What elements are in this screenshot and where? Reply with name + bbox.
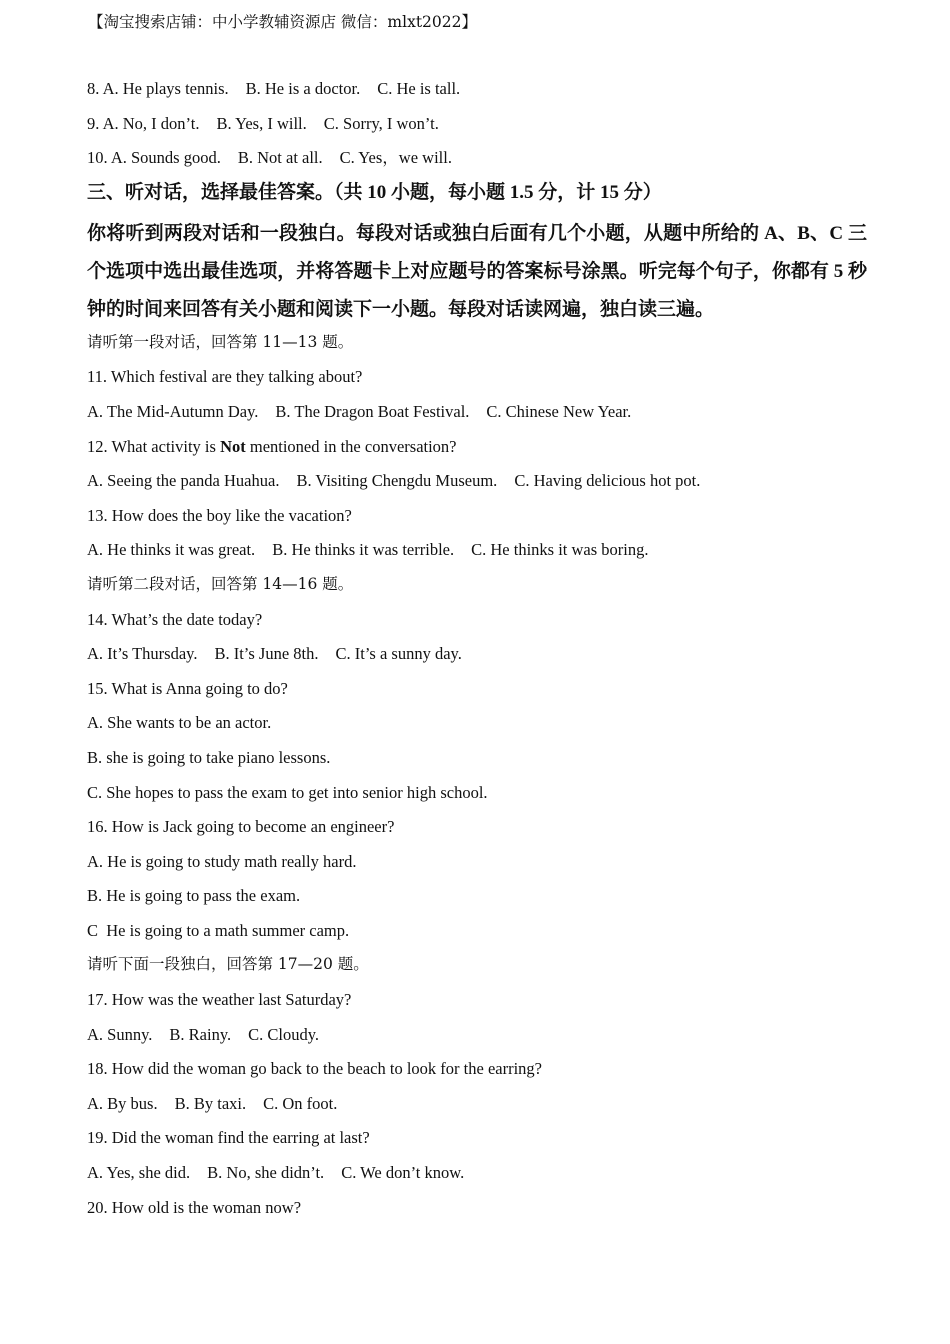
option-a: A. By bus.	[87, 1093, 158, 1113]
option-b: B. Not at all.	[237, 148, 323, 168]
option-b: B. He thinks it was terrible.	[272, 540, 455, 560]
option-a: 8. A. He plays tennis.	[87, 79, 229, 98]
question-14-options	[87, 642, 867, 665]
question-11-options	[87, 400, 867, 423]
question-20: 20. How old is the woman now?	[87, 1197, 302, 1217]
option-a: A. Seeing the panda Huahua.	[87, 471, 280, 491]
question-text: 12. What activity is	[87, 436, 221, 456]
option-c: C. He is tall.	[377, 79, 461, 98]
option-a: 9. A. No, I don’t.	[87, 113, 200, 133]
option-b: B. By taxi.	[174, 1093, 247, 1113]
question-12-options	[87, 469, 867, 492]
question-9-options	[87, 112, 867, 135]
option-c: C. On foot.	[263, 1093, 338, 1113]
question-13-options	[87, 538, 867, 561]
option-c: C. We don’t know.	[341, 1163, 465, 1183]
option-c: C. Chinese New Year.	[486, 401, 632, 421]
question-18: 18. How did the woman go back to the beach to look for the earring?	[87, 1059, 542, 1079]
option-b: B. He is a doctor.	[245, 79, 361, 98]
question-text: mentioned in the conversation?	[245, 436, 457, 456]
option-c: C. Sorry, I won’t.	[323, 113, 439, 133]
option-b: B. she is going to take piano lessons.	[87, 747, 331, 767]
option-a: A. She wants to be an actor.	[87, 713, 272, 733]
question-11: 11. Which festival are they talking about?	[87, 367, 363, 387]
option-c: C. He thinks it was boring.	[471, 540, 649, 560]
option-a: A. It’s Thursday.	[87, 644, 198, 664]
option-c: C. It’s a sunny day.	[335, 644, 462, 664]
question-17: 17. How was the weather last Saturday?	[87, 990, 352, 1010]
dialog-2-prompt: 请听第二段对话，回答第 14—16 题。	[87, 574, 354, 593]
option-b: B. Visiting Chengdu Museum.	[296, 471, 498, 491]
question-8-options	[87, 77, 867, 100]
option-b: B. Rainy.	[169, 1024, 232, 1044]
option-c: C. Yes，we will.	[339, 148, 452, 168]
option-a: A. The Mid-Autumn Day.	[87, 401, 259, 421]
option-a: A. He is going to study math really hard.	[87, 851, 357, 871]
question-14: 14. What’s the date today?	[87, 609, 263, 629]
question-17-options	[87, 1023, 867, 1046]
question-19: 19. Did the woman find the earring at last?	[87, 1128, 370, 1148]
option-a: A. He thinks it was great.	[87, 540, 256, 560]
section-3-instruction: 你将听到两段对话和一段独白。每段对话或独白后面有几个小题，从题中所给的 A、B、C 三个选项中选出最佳选项，并将答题卡上对应题号的答案标号涂黑。听完每个句子，你都有 5 秒钟的时间来回答有关小题和阅读下一小题。每段对话读网遍，独白读三遍。	[87, 222, 867, 320]
option-b: B. He is going to pass the exam.	[87, 886, 301, 906]
question-10-options	[87, 146, 867, 169]
monologue-prompt: 请听下面一段独白，回答第 17—20 题。	[87, 955, 369, 974]
option-c: C He is going to a math summer camp.	[87, 920, 350, 940]
option-a: A. Sunny.	[87, 1024, 153, 1044]
option-c: C. Cloudy.	[248, 1024, 320, 1044]
question-15: 15. What is Anna going to do?	[87, 678, 288, 698]
question-12	[87, 435, 867, 458]
page-header: 【淘宝搜索店铺：中小学教辅资源店 微信：mlxt2022】	[88, 13, 478, 31]
option-a: A. Yes, she did.	[87, 1163, 191, 1183]
exam-content	[87, 77, 867, 1230]
option-b: B. Yes, I will.	[216, 113, 307, 133]
section-3-title: 三、听对话，选择最佳答案。（共 10 小题，每小题 1.5 分，计 15 分）	[87, 181, 662, 203]
question-19-options	[87, 1161, 867, 1184]
dialog-1-prompt: 请听第一段对话，回答第 11—13 题。	[87, 332, 354, 351]
question-16: 16. How is Jack going to become an engineer?	[87, 817, 395, 837]
option-b: B. No, she didn’t.	[207, 1163, 325, 1183]
option-a: 10. A. Sounds good.	[87, 148, 221, 168]
option-b: B. The Dragon Boat Festival.	[275, 401, 470, 421]
emphasis-not: Not	[220, 436, 246, 456]
question-13: 13. How does the boy like the vacation?	[87, 505, 352, 525]
option-c: C. Having delicious hot pot.	[514, 471, 701, 491]
option-c: C. She hopes to pass the exam to get into senior high school.	[87, 782, 488, 802]
option-b: B. It’s June 8th.	[214, 644, 319, 664]
question-18-options	[87, 1092, 867, 1115]
